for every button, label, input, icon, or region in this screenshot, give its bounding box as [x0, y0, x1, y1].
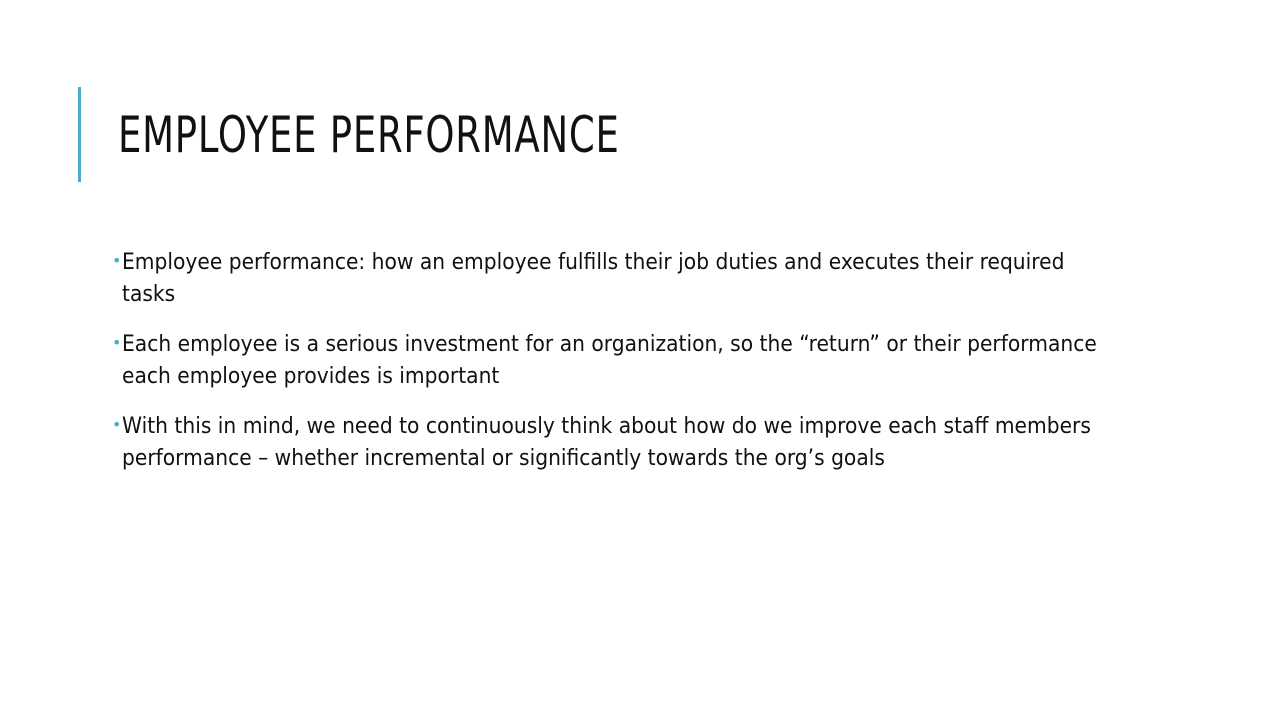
bullet-text: With this in mind, we need to continuously think about how do we improve each staff members performance – whether incremental or significantly towards the org’s goals	[122, 413, 1091, 471]
slide-title: EMPLOYEE PERFORMANCE	[118, 106, 620, 164]
bullet-marker-icon: •	[112, 333, 122, 352]
bullet-item	[110, 246, 1120, 310]
bullet-list	[110, 246, 1120, 492]
bullet-item	[110, 328, 1120, 392]
title-accent-bar	[78, 87, 81, 182]
bullet-item	[110, 410, 1120, 474]
bullet-marker-icon: •	[112, 415, 122, 434]
bullet-text: Employee performance: how an employee fulfills their job duties and executes their required tasks	[122, 249, 1065, 307]
bullet-marker-icon: •	[112, 251, 122, 270]
bullet-text: Each employee is a serious investment for an organization, so the “return” or their performance each employee provides is important	[122, 331, 1097, 389]
